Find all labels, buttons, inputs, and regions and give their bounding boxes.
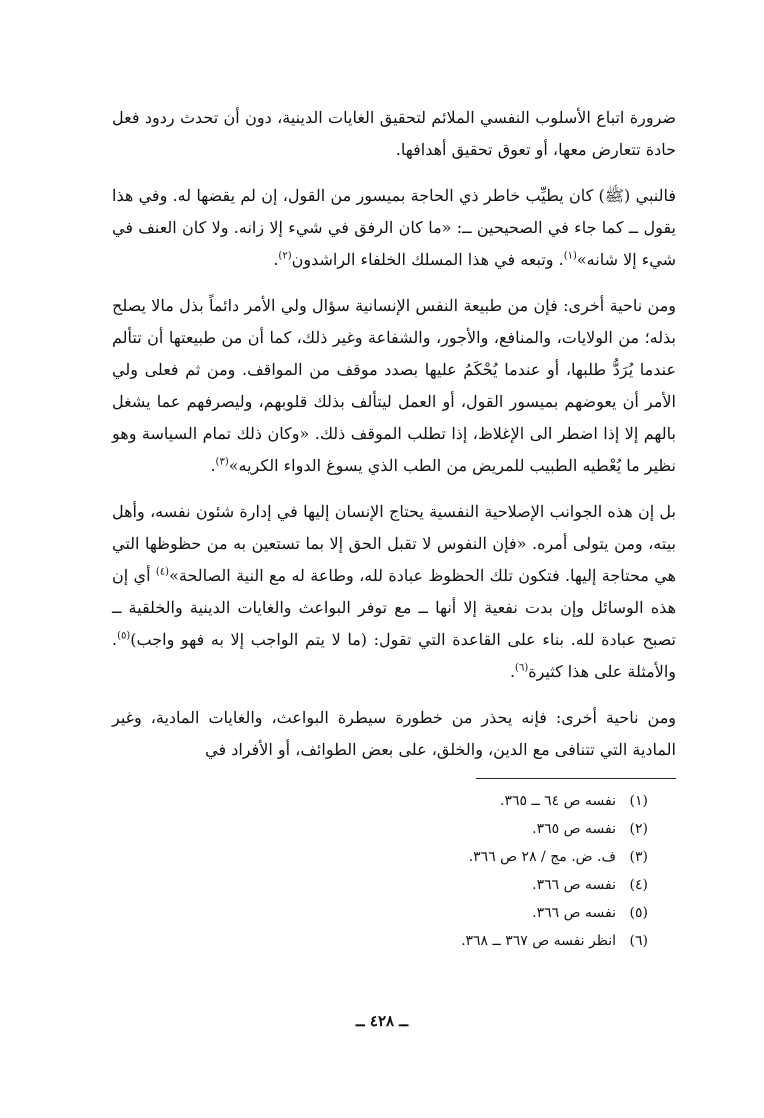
- paragraph-text: ومن ناحية أخرى: فإن من طبيعة النفس الإنسانية سؤال ولي الأمر دائماً بذل مالا يصلح بذله؛ من الولايات، والمنافع، والأجور، والشفاعة وغير ذلك، كما أن من طبيعتها أن تتألم عندما يُرَدُّ طلبها، أو عندما يُحْكَمُ عليها بصدد موقف من المواقف. ومن ثم فعلى ولي الأمر أن يعوضهم بميسور القول، أو العمل ليتألف بذلك قلوبهم، وليصرفهم عما يشغل بالهم إلا إذا اضطر الى الإغلاظ، إذا تطلب الموقف ذلك. «وكان ذلك تمام السياسة وهو نظير ما يُعْطيه الطبيب للمريض من الطب الذي يسوغ الدواء الكريه»: [112, 296, 677, 475]
- footnote-text: ف. ض. مج / ٢٨ ص ٣٦٦.: [468, 849, 616, 865]
- paragraph-text: . وتبعه في هذا المسلك الخلفاء الراشدون: [291, 250, 564, 269]
- footnote-text: نفسه ص ٣٦٥.: [532, 821, 616, 837]
- footnote-reference: (٢): [278, 250, 292, 262]
- footnote: [112, 871, 648, 899]
- footnote-reference: (١): [563, 250, 577, 262]
- footnote-number: (١): [629, 793, 648, 809]
- footnote: [112, 927, 648, 955]
- paragraph: [112, 496, 676, 688]
- footnote: [112, 815, 648, 843]
- footnote: [112, 787, 648, 815]
- paragraph-text: .: [509, 662, 516, 681]
- footnote: [112, 843, 648, 871]
- paragraph-text: .: [273, 250, 279, 269]
- body-text: [112, 102, 676, 766]
- paragraph-text: أي إن هذه الوسائل وإن بدت نفعية إلا أنها ــ مع توفر البواعث والغايات الدينية والخلقية ــ تصبح عبادة لله. بناء على القاعدة التي تقول: (ما لا يتم الواجب إلا به فهو واجب): [112, 566, 676, 649]
- footnote-number: (٥): [629, 905, 648, 921]
- footnote-reference: (٤): [155, 566, 170, 578]
- footnote: [112, 899, 648, 927]
- paragraph-text: بل إن هذه الجوانب الإصلاحية النفسية يحتاج الإنسان إليها في إدارة شئون نفسه، وأهل بيته، ومن يتولى أمره. «فإن النفوس لا تقبل الحق إلا بما تستعين به من حظوظها التي هي محتاجة إليها. فتكون تلك الحظوظ عبادة لله، وطاعة له مع النية الصالحة»: [112, 502, 676, 585]
- footnote-number: (٦): [629, 933, 648, 949]
- paragraph-text: ضرورة اتباع الأسلوب النفسي الملائم لتحقيق الغايات الدينية، دون أن تحدث ردود فعل حادة تتعارض معها، أو تعوق تحقيق أهدافها.: [112, 108, 676, 159]
- footnote-number: (٢): [629, 821, 648, 837]
- footnote-number: (٣): [629, 849, 648, 865]
- paragraph: [112, 290, 676, 482]
- paragraph: [112, 702, 676, 766]
- footnote-reference: (٦): [515, 662, 529, 674]
- page-number: ــ ٤٢٨ ــ: [355, 1012, 409, 1030]
- footnote-reference: (٣): [215, 456, 229, 468]
- footnote-text: انظر نفسه ص ٣٦٧ ــ ٣٦٨.: [461, 933, 616, 949]
- footnote-text: نفسه ص ٣٦٦.: [532, 877, 616, 893]
- paragraph-text: ومن ناحية أخرى: فإنه يحذر من خطورة سيطرة البواعث، والغايات المادية، وغير المادية التي تتنافى مع الدين، والخلق، على بعض الطوائف، أو الأفراد في: [112, 708, 676, 759]
- paragraph-text: .: [210, 456, 216, 475]
- paragraph-text: فالنبي (ﷺ) كان يطيِّب خاطر ذي الحاجة بميسور من القول، إن لم يقضها له. وفي هذا يقول ــ كما جاء في الصحيحين ــ: «ما كان الرفق في شيء إلا زانه. ولا كان العنف في شيء إلا شانه»: [112, 186, 676, 269]
- paragraph: [112, 102, 676, 166]
- paragraph: [112, 180, 676, 276]
- footnote-reference: (٥): [117, 630, 131, 642]
- footnote-separator: [476, 778, 676, 779]
- footnote-text: نفسه ص ٦٤ ــ ٣٦٥.: [500, 793, 616, 809]
- paragraph-text: . والأمثلة على هذا كثيرة: [112, 630, 676, 681]
- footnote-number: (٤): [629, 877, 648, 893]
- footnotes-list: [112, 787, 648, 955]
- footnote-text: نفسه ص ٣٦٦.: [532, 905, 616, 921]
